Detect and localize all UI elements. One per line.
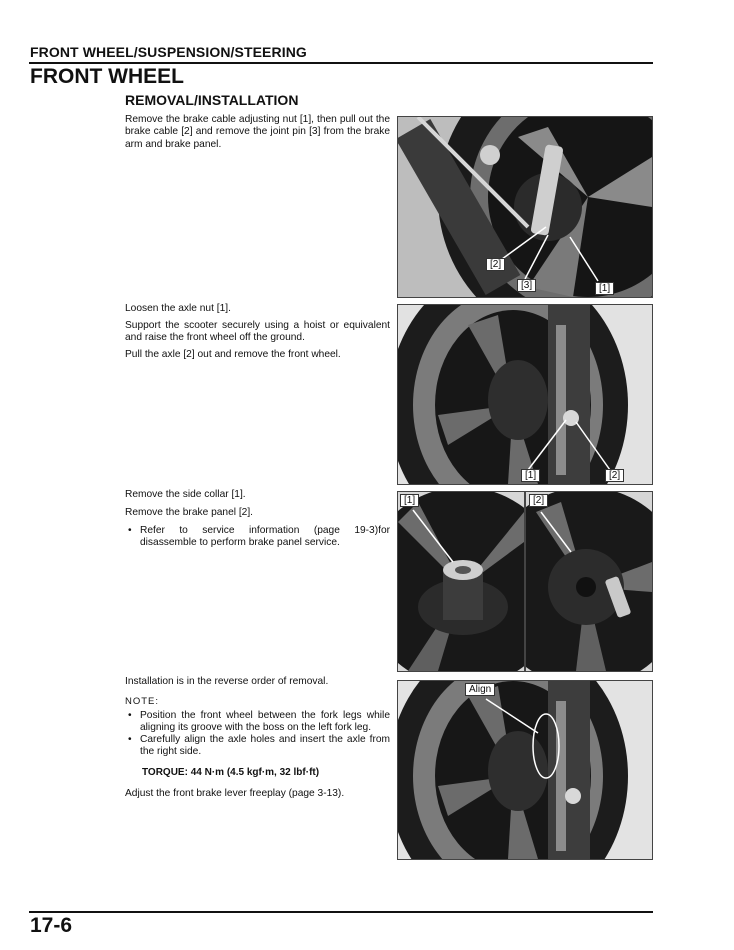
step4-bullet-1-text: Position the front wheel between the fork legs while aligning its groove with the boss on the left fork leg. xyxy=(140,710,390,734)
callout-joint-pin: [3] xyxy=(517,279,536,292)
photo-side-collar xyxy=(397,491,525,672)
bullet-dot: • xyxy=(128,525,132,536)
step3-para1: Remove the side collar [1]. xyxy=(125,489,246,500)
header-rule xyxy=(29,62,653,64)
step1-text: Remove the brake cable adjusting nut [1], then pull out the brake cable [2] and remove the joint pin [3] from the brake arm and brake panel. xyxy=(125,114,390,150)
chapter-title: FRONT WHEEL xyxy=(30,65,184,88)
step2-para3: Pull the axle [2] out and remove the front wheel. xyxy=(125,349,341,360)
step4-bullet-1 xyxy=(125,710,390,735)
step3-bullet-text: Refer to service information (page 19-3)for disassemble to perform brake panel service. xyxy=(140,525,390,549)
bullet-dot: • xyxy=(128,734,132,745)
callout-brake-panel: [2] xyxy=(529,494,548,507)
step4-bullet-2-text: Carefully align the axle holes and insert the axle from the right side. xyxy=(140,734,390,758)
sub-title: REMOVAL/INSTALLATION xyxy=(125,92,299,108)
step4-bullet-2 xyxy=(125,734,390,759)
step4-para1: Installation is in the reverse order of removal. xyxy=(125,676,329,687)
callout-align: Align xyxy=(465,683,495,696)
photo-align xyxy=(397,680,653,860)
footer-rule xyxy=(29,911,653,913)
step2-para2: Support the scooter securely using a hoist or equivalent and raise the front wheel off the ground. xyxy=(125,320,390,344)
callout-axle: [2] xyxy=(605,469,624,482)
step3-bullet xyxy=(125,525,390,550)
section-title: FRONT WHEEL/SUSPENSION/STEERING xyxy=(30,44,307,60)
photo-brake-panel xyxy=(525,491,653,672)
photo-axle xyxy=(397,304,653,485)
photo-brake-cable xyxy=(397,116,653,298)
callout-adjusting-nut: [1] xyxy=(595,282,614,295)
step4-para2: Adjust the front brake lever freeplay (page 3-13). xyxy=(125,788,345,799)
torque-spec: TORQUE: 44 N·m (4.5 kgf·m, 32 lbf·ft) xyxy=(142,767,320,778)
callout-side-collar: [1] xyxy=(400,494,419,507)
note-label: NOTE: xyxy=(125,696,160,707)
page-number: 17-6 xyxy=(30,914,73,937)
callout-brake-cable: [2] xyxy=(486,258,505,271)
callout-axle-nut: [1] xyxy=(521,469,540,482)
step3-para2: Remove the brake panel [2]. xyxy=(125,507,253,518)
bullet-dot: • xyxy=(128,710,132,721)
step2-para1: Loosen the axle nut [1]. xyxy=(125,303,231,314)
